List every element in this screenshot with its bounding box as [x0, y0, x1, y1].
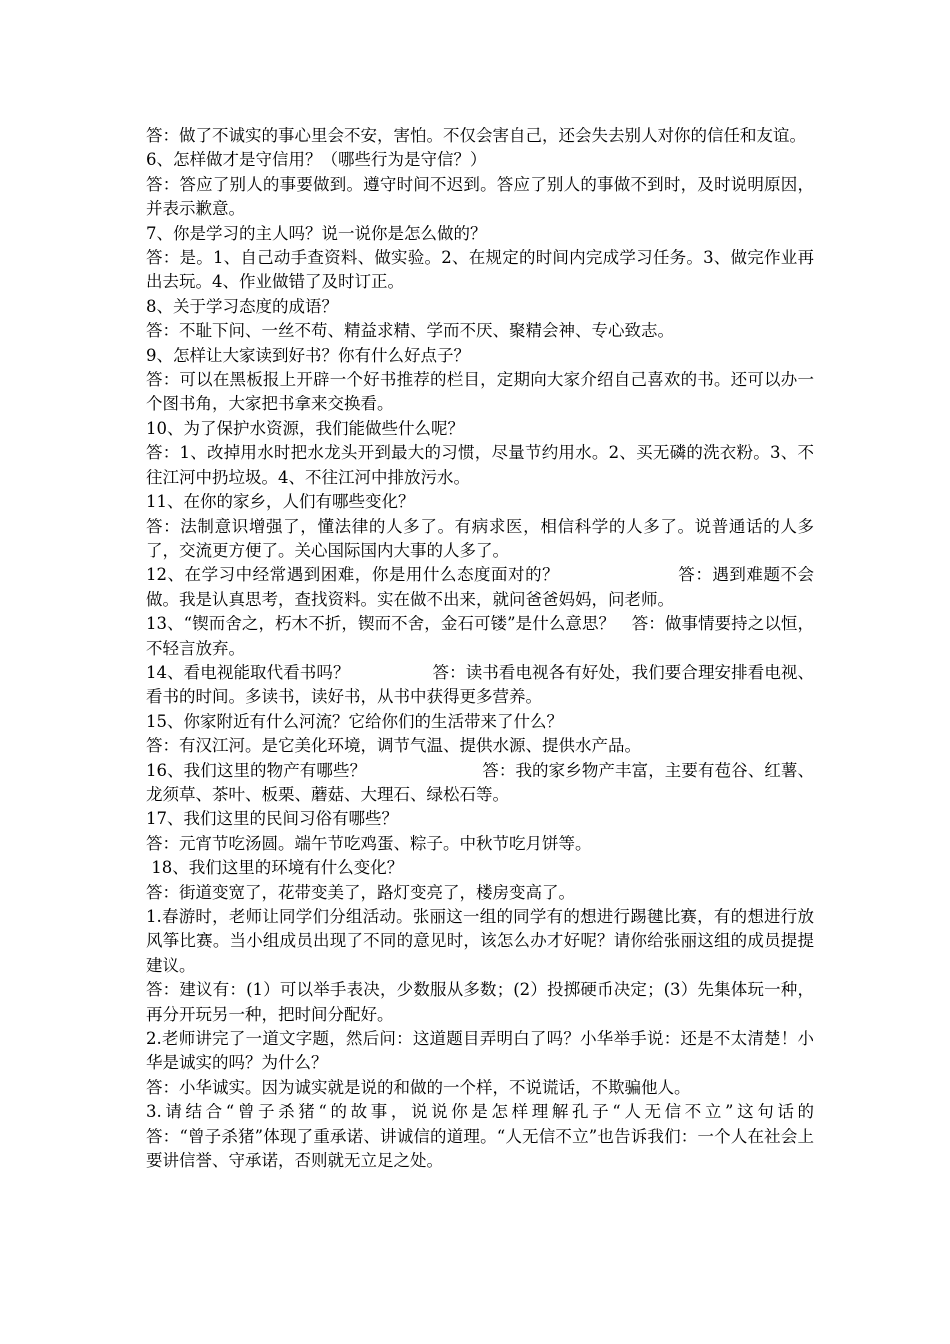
question-6: 6、怎样做才是守信用？（哪些行为是守信？）	[146, 150, 487, 170]
scenario-1-answer: 答：建议有：(1）可以举手表决，少数服从多数；(2）投掷硬币决定；(3）先集体玩一种，再分开玩另一种，把时间分配好。	[146, 980, 814, 1024]
answer-15: 答：有汉江河。是它美化环境，调节气温、提供水源、提供水产品。	[146, 736, 641, 756]
scenario-3: 3.请结合“曾子杀猪“的故事，说说你是怎样理解孔子“人无信不立”这句话的 答：“曾子杀猪”体现了重承诺、讲诚信的道理。“人无信不立”也告诉我们：一个人在社会上要讲信誉、守承诺，否则就无立足之处。	[146, 1102, 930, 1171]
answer-18: 答：街道变宽了，花带变美了，路灯变亮了，楼房变高了。	[146, 882, 575, 902]
question-8: 8、关于学习态度的成语？	[146, 296, 338, 316]
question-9: 9、怎样让大家读到好书？你有什么好点子？	[146, 345, 470, 365]
answer-8: 答：不耻下问、一丝不苟、精益求精、学而不厌、聚精会神、专心致志。	[146, 321, 674, 341]
question-15: 15、你家附近有什么河流？它给你们的生活带来了什么？	[146, 711, 563, 731]
answer-6: 答：答应了别人的事要做到。遵守时间不迟到。答应了别人的事做不到时，及时说明原因，并表示歉意。	[146, 174, 814, 219]
answer-10: 答：1、改掉用水时把水龙头开到最大的习惯，尽量节约用水。2、买无磷的洗衣粉。3、不往江河中扔垃圾。4、不往江河中排放污水。	[146, 443, 814, 487]
question-18: 18、我们这里的环境有什么变化？	[146, 858, 404, 878]
answer-9: 答：可以在黑板报上开辟一个好书推荐的栏目，定期向大家介绍自己喜欢的书。还可以办一个图书角，大家把书拿来交换看。	[146, 370, 814, 414]
question-11: 11、在你的家乡，人们有哪些变化？	[146, 492, 415, 512]
answer-7: 答：是。1、自己动手查资料、做实验。2、在规定的时间内完成学习任务。3、做完作业再出去玩。4、作业做错了及时订正。	[146, 248, 814, 292]
question-answer-13: 13、“锲而舍之，朽木不折，锲而不舍，金石可镂”是什么意思？ 答：做事情要持之以恒，不轻言放弃。	[146, 614, 814, 658]
scenario-1: 1.春游时，老师让同学们分组活动。张丽这一组的同学有的想进行踢毽比赛，有的想进行放风筝比赛。当小组成员出现了不同的意见时，该怎么办才好呢？请你给张丽这组的成员提提建议。	[146, 907, 814, 975]
document-page	[146, 124, 930, 1173]
question-10: 10、为了保护水资源，我们能做些什么呢？	[146, 418, 464, 438]
scenario-2: 2.老师讲完了一道文字题，然后问：这道题目弄明白了吗？小华举手说：还是不太清楚！小华是诚实的吗？为什么？	[146, 1029, 814, 1073]
answer-17: 答：元宵节吃汤圆。端午节吃鸡蛋、粽子。中秋节吃月饼等。	[146, 833, 592, 853]
answer-11: 答：法制意识增强了，懂法律的人多了。有病求医，相信科学的人多了。说普通话的人多了，交流更方便了。关心国际国内大事的人多了。	[146, 516, 814, 560]
answer-5: 答：做了不诚实的事心里会不安，害怕。不仅会害自己，还会失去别人对你的信任和友谊。	[146, 126, 806, 145]
question-answer-16: 16、我们这里的物产有哪些？ 答：我的家乡物产丰富，主要有苞谷、红薯、龙须草、茶叶、板栗、蘑菇、大理石、绿松石等。	[146, 760, 814, 804]
question-7: 7、你是学习的主人吗？说一说你是怎么做的？	[146, 223, 487, 243]
scenario-2-answer: 答：小华诚实。因为诚实就是说的和做的一个样，不说谎话，不欺骗他人。	[146, 1077, 691, 1097]
question-17: 17、我们这里的民间习俗有哪些？	[146, 809, 398, 829]
question-answer-14: 14、看电视能取代看书吗？ 答：读书看电视各有好处，我们要合理安排看电视、看书的时间。多读书，读好书，从书中获得更多营养。	[146, 662, 814, 707]
question-answer-12: 12、在学习中经常遇到困难，你是用什么态度面对的？ 答：遇到难题不会做。我是认真思考，查找资料。实在做不出来，就问爸爸妈妈，问老师。	[146, 565, 814, 609]
